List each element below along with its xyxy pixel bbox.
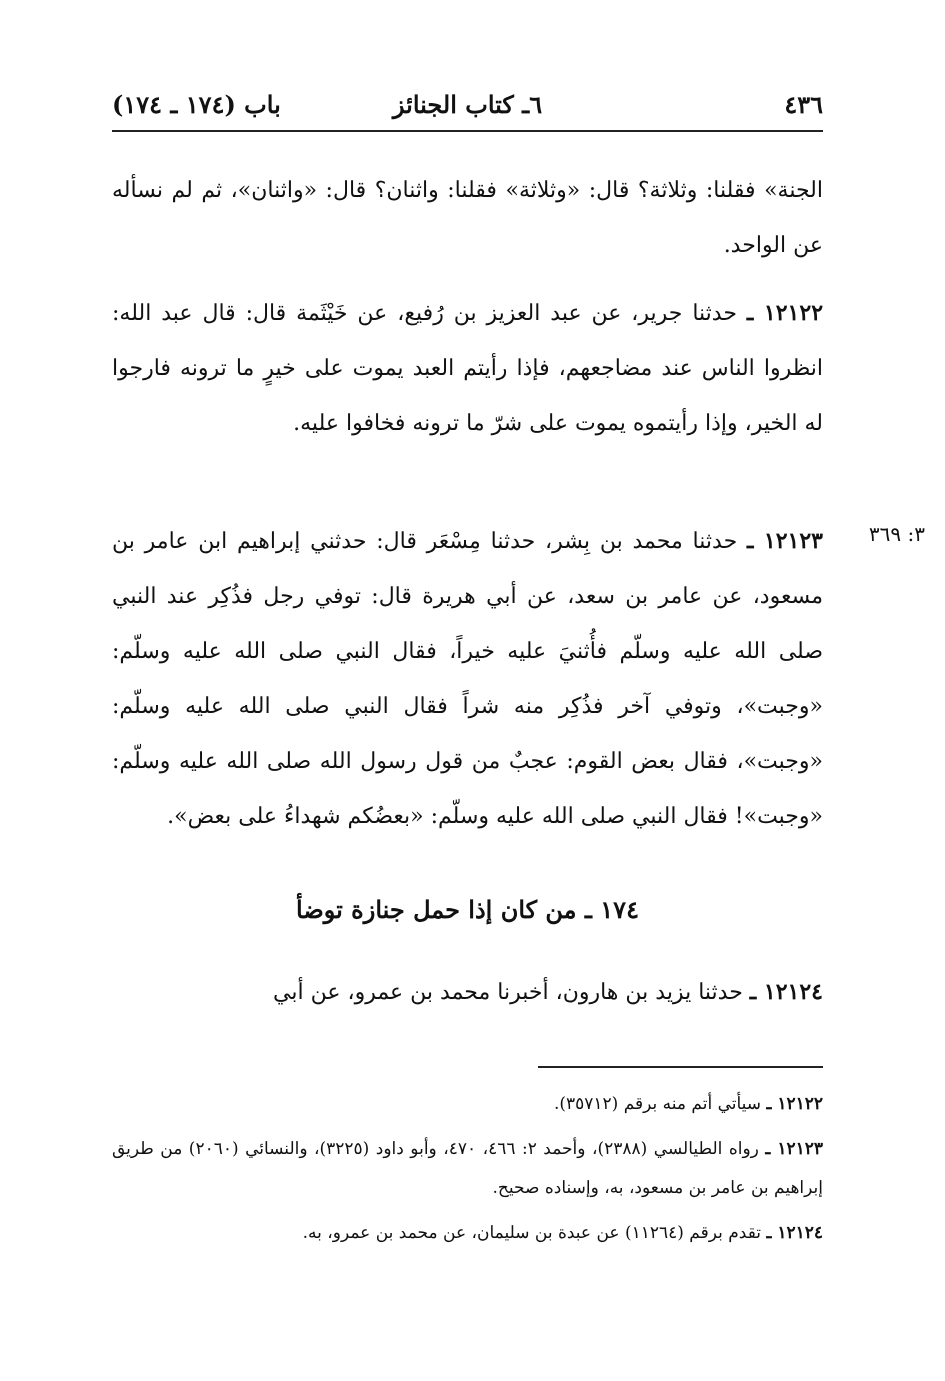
footnote-rule	[538, 1066, 823, 1068]
margin-reference: ٣: ٣٦٩	[868, 522, 925, 546]
hadith-text: حدثنا محمد بن بِشر، حدثنا مِسْعَر قال: حدثني إبراهيم ابن عامر بن مسعود، عن عامر بن سعد، عن أبي هريرة قال: توفي رجل فذُكِر عند النبي صلى الله عليه وسلّم فأُثنيَ عليه خيراً، فقال النبي صلى الله عليه وسلّم: «وجبت»، وتوفي آخر فذُكِر منه شراً فقال النبي صلى الله عليه وسلّم: «وجبت»، فقال بعض القوم: عجبٌ من قول رسول الله صلى الله عليه وسلّم: «وجبت»! فقال النبي صلى الله عليه وسلّم: «بعضُكم شهداءُ على بعض».	[112, 529, 823, 829]
paragraph-text: الجنة» فقلنا: وثلاثة؟ قال: «وثلاثة» فقلنا: واثنان؟ قال: «واثنان»، ثم لم نسأله عن الواحد.	[112, 178, 823, 258]
footnote-number: ١٢١٢٣ ـ	[765, 1139, 823, 1159]
hadith-12123	[112, 514, 823, 844]
hadith-number: ١٢١٢٣ ـ	[746, 528, 823, 554]
chapter-title: ١٧٤ ـ من كان إذا حمل جنازة توضأ	[296, 895, 639, 924]
running-header	[112, 86, 823, 126]
footnote-text: تقدم برقم (١١٢٦٤) عن عبدة بن سليمان، عن محمد بن عمرو، به.	[302, 1223, 767, 1243]
header-rule	[112, 130, 823, 132]
footnote-text: رواه الطيالسي (٢٣٨٨)، وأحمد ٢: ٤٦٦، ٤٧٠، وأبو داود (٣٢٢٥)، والنسائي (٢٠٦٠) من طريق إبراهيم بن عامر بن مسعود، به، وإسناده صحيح.	[112, 1139, 823, 1198]
footnote-number: ١٢١٢٢ ـ	[766, 1094, 823, 1114]
footnotes	[112, 1085, 823, 1259]
hadith-text: حدثنا يزيد بن هارون، أخبرنا محمد بن عمرو، عن أبي	[273, 980, 750, 1005]
footnote-item	[112, 1214, 823, 1253]
footnote-item	[112, 1130, 823, 1208]
hadith-text: حدثنا جرير، عن عبد العزيز بن رُفيع، عن خَيْثَمة قال: قال عبد الله: انظروا الناس عند مضاجعهم، فإذا رأيتم العبد يموت على خيرٍ ما ترونه فارجوا له الخير، وإذا رأيتموه يموت على شرّ ما ترونه فخافوا عليه.	[112, 301, 823, 436]
paragraph-continuation	[112, 163, 823, 273]
hadith-12124	[112, 965, 823, 1020]
page-number: ٤٣٦	[784, 90, 823, 119]
hadith-12122	[112, 286, 823, 451]
hadith-number: ١٢١٢٢ ـ	[746, 300, 824, 326]
footnote-item	[112, 1085, 823, 1124]
book-title: ٦ـ كتاب الجنائز	[392, 90, 543, 119]
footnote-number: ١٢١٢٤ ـ	[766, 1223, 823, 1243]
chapter-range: باب (١٧٤ ـ ١٧٤)	[112, 90, 281, 119]
hadith-number: ١٢١٢٤ ـ	[749, 979, 823, 1005]
footnote-text: سيأتي أتم منه برقم (٣٥٧١٢).	[553, 1094, 767, 1114]
